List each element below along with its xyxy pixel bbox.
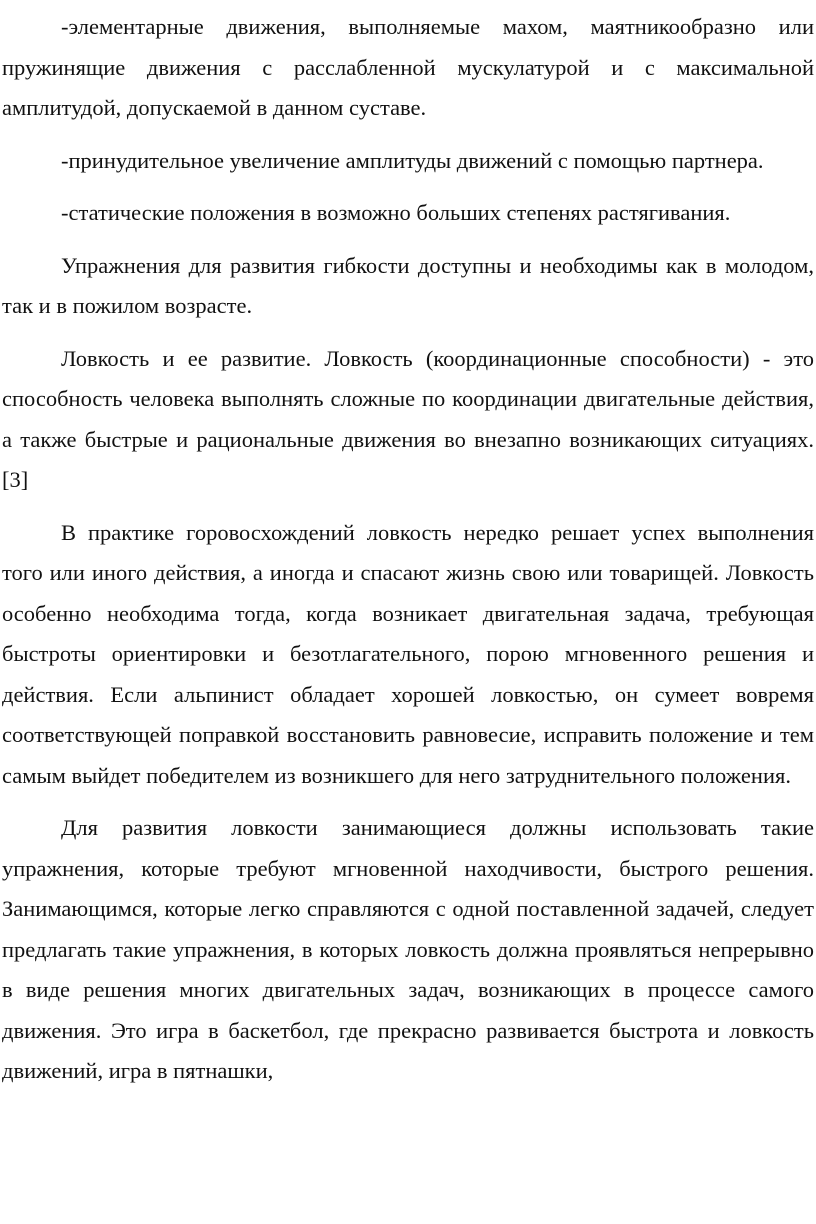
paragraph-forced-amplitude: -принудительное увеличение амплитуды движений с помощью партнера. xyxy=(61,147,764,173)
paragraph-swing-movements: -элементарные движения, выполняемые махом, маятникообразно или пружинящие движения с расслабленной мускулатурой и с максимальной амплитудой, допускаемой в данном суставе. xyxy=(2,14,814,120)
paragraph-agility-mountaineering: В практике горовосхождений ловкость нередко решает успех выполнения того или иного действия, а иногда и спасают жизнь свою или товарищей. Ловкость особенно необходима тогда, когда возникает двигательная задача, требующая быстроты ориентировки и безотлагательного, порою мгновенного решения и действия. Если альпинист обладает хорошей ловкостью, он сумеет вовремя соответствующей поправкой восстановить равновесие, исправить положение и тем самым выйдет победителем из возникшего для него затруднительного положения. xyxy=(2,519,814,788)
paragraph-agility-definition: Ловкость и ее развитие. Ловкость (координационные способности) - это способность человека выполнять сложные по координации двигательные действия, а также быстрые и рациональные движения во внезапно возникающих ситуациях. [3] xyxy=(2,345,814,492)
paragraph-static-positions: -статические положения в возможно больших степенях растягивания. xyxy=(61,200,731,225)
paragraph-flexibility-age: Упражнения для развития гибкости доступны и необходимы как в молодом, так и в пожилом возрасте. xyxy=(2,252,814,318)
paragraph-agility-development: Для развития ловкости занимающиеся должны использовать такие упражнения, которые требуют мгновенной находчивости, быстрого решения. Занимающимся, которые легко справляются с одной поставленной задачей, следует предлагать такие упражнения, в которых ловкость должна проявляться непрерывно в виде решения многих двигательных задач, возникающих в процессе самого движения. Это игра в баскетбол, где прекрасно развивается быстрота и ловкость движений, игра в пятнашки, xyxy=(2,815,814,1083)
